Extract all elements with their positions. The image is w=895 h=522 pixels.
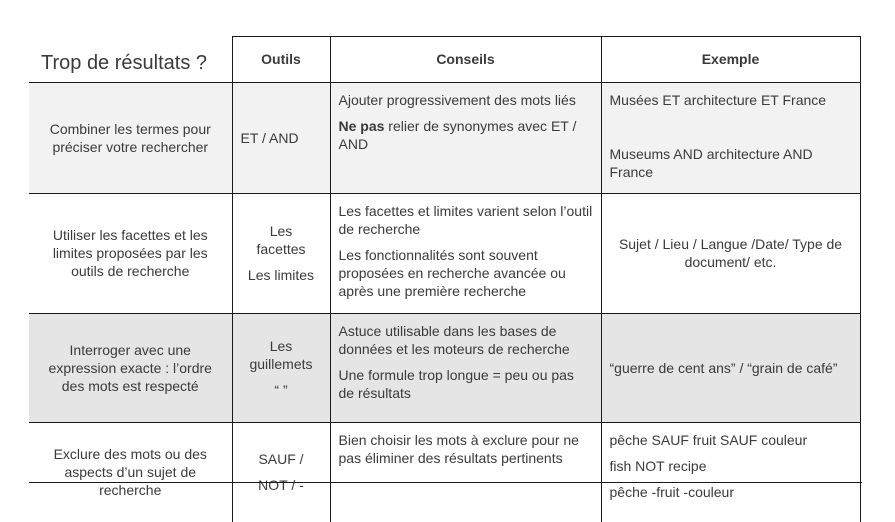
header-example: Exemple [601,37,860,83]
tool-label: NOT / - [258,477,304,493]
advice-text [339,117,593,153]
example-text: Museums AND architecture AND France [609,145,813,180]
table-row [29,193,860,313]
example-text: Sujet / Lieu / Langue /Date/ Type de document/ etc. [618,236,843,270]
header-row [29,37,860,83]
example-text: pêche -fruit -couleur [609,483,735,500]
tool-label: Les limites [247,267,315,283]
advice-rest: relier de synonymes avec ET / AND [338,117,577,152]
tool-label: SAUF / [258,451,304,467]
table-title: Trop de résultats ? [41,52,208,74]
row-example [601,82,860,193]
row-advice [330,313,601,422]
example-text: fish NOT recipe [609,457,707,474]
row-tools [232,193,330,313]
tool-label: Les facettes [256,223,306,257]
header-tools: Outils [232,37,330,83]
tool-label: ET / AND [240,129,299,146]
table-row [29,422,860,522]
advice-text: Ajouter progressivement des mots liés [338,91,576,108]
tool-label: Les guillemets [249,337,313,372]
row-tools [232,313,330,422]
example-text: “guerre de cent ans” / “grain de café” [609,359,838,376]
table-row [29,313,860,422]
row-topic: Combiner les termes pour préciser votre rechercher [29,82,232,193]
quotes-symbol: “ ” [274,381,288,398]
row-advice [330,422,601,522]
row-example [601,313,860,422]
advice-bold: Ne pas [338,117,385,134]
advice-text: Astuce utilisable dans les bases de données et les moteurs de recherche [338,322,570,357]
table-row [29,82,860,193]
row-advice [330,82,601,193]
row-tools [232,422,330,522]
row-topic: Exclure des mots ou des aspects d’un sujet de recherche [29,422,232,522]
row-tools [232,82,330,193]
advice-text: Les fonctionnalités sont souvent proposées en recherche avancée ou après une première recherche [338,246,566,299]
row-topic: Utiliser les facettes et les limites proposées par les outils de recherche [29,193,232,313]
row-example [601,422,860,522]
header-advice: Conseils [330,37,601,83]
advice-text: Les facettes et limites varient selon l’outil de recherche [338,202,593,237]
example-text: Musées ET architecture ET France [609,91,827,108]
example-text: pêche SAUF fruit SAUF couleur [609,431,808,448]
results-table-wrapper [29,36,861,522]
advice-text: Une formule trop longue = peu ou pas de résultats [338,366,574,401]
advice-text: Bien choisir les mots à exclure pour ne pas éliminer des résultats pertinents [338,431,579,466]
tips-table [29,36,861,522]
row-advice [330,193,601,313]
table-bottom-border [29,482,862,483]
row-example [601,193,860,313]
row-topic: Interroger avec une expression exacte : l’ordre des mots est respecté [29,313,232,422]
